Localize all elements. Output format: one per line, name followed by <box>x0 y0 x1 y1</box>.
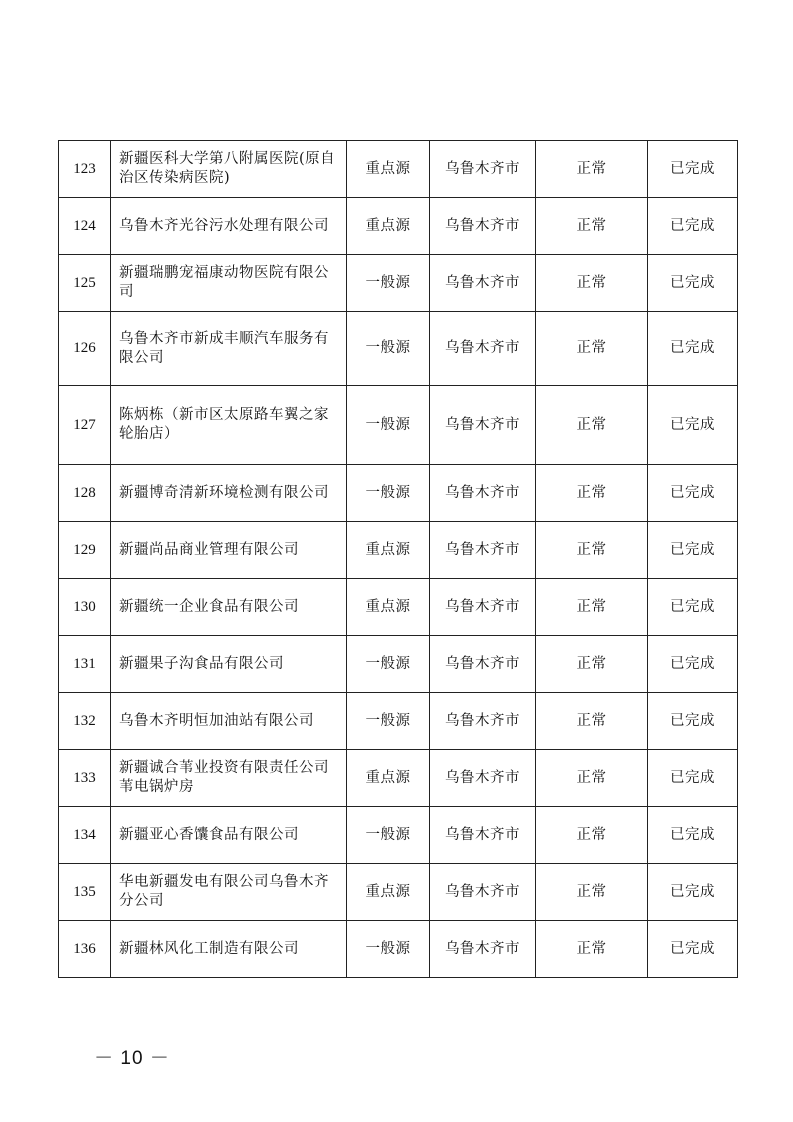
completion: 已完成 <box>648 921 738 978</box>
source-type: 重点源 <box>347 522 430 579</box>
company-name: 新疆亚心香馕食品有限公司 <box>111 807 347 864</box>
page-number: － 10 － <box>94 1048 170 1069</box>
completion: 已完成 <box>648 522 738 579</box>
row-number: 131 <box>59 636 111 693</box>
completion: 已完成 <box>648 198 738 255</box>
completion: 已完成 <box>648 750 738 807</box>
source-type: 重点源 <box>347 141 430 198</box>
table-row <box>59 255 738 312</box>
row-number: 133 <box>59 750 111 807</box>
company-name: 新疆尚品商业管理有限公司 <box>111 522 347 579</box>
source-type: 一般源 <box>347 255 430 312</box>
city: 乌鲁木齐市 <box>430 465 536 522</box>
status: 正常 <box>536 693 648 750</box>
company-name: 华电新疆发电有限公司乌鲁木齐分公司 <box>111 864 347 921</box>
row-number: 134 <box>59 807 111 864</box>
pollution-source-table <box>58 140 738 978</box>
status: 正常 <box>536 386 648 465</box>
source-type: 一般源 <box>347 807 430 864</box>
status: 正常 <box>536 579 648 636</box>
company-name: 乌鲁木齐明恒加油站有限公司 <box>111 693 347 750</box>
status: 正常 <box>536 807 648 864</box>
city: 乌鲁木齐市 <box>430 141 536 198</box>
table-row <box>59 198 738 255</box>
source-type: 重点源 <box>347 750 430 807</box>
row-number: 126 <box>59 312 111 386</box>
source-type: 重点源 <box>347 579 430 636</box>
city: 乌鲁木齐市 <box>430 750 536 807</box>
completion: 已完成 <box>648 141 738 198</box>
row-number: 128 <box>59 465 111 522</box>
table-row <box>59 636 738 693</box>
pollution-source-table-container <box>58 140 737 978</box>
status: 正常 <box>536 465 648 522</box>
status: 正常 <box>536 921 648 978</box>
row-number: 129 <box>59 522 111 579</box>
completion: 已完成 <box>648 255 738 312</box>
completion: 已完成 <box>648 465 738 522</box>
row-number: 124 <box>59 198 111 255</box>
row-number: 125 <box>59 255 111 312</box>
status: 正常 <box>536 750 648 807</box>
source-type: 重点源 <box>347 864 430 921</box>
table-row <box>59 921 738 978</box>
city: 乌鲁木齐市 <box>430 693 536 750</box>
company-name: 乌鲁木齐市新成丰顺汽车服务有限公司 <box>111 312 347 386</box>
source-type: 重点源 <box>347 198 430 255</box>
table-row <box>59 465 738 522</box>
company-name: 陈炳栋（新市区太原路车翼之家轮胎店） <box>111 386 347 465</box>
company-name: 新疆诚合苇业投资有限责任公司苇电锅炉房 <box>111 750 347 807</box>
completion: 已完成 <box>648 579 738 636</box>
company-name: 新疆统一企业食品有限公司 <box>111 579 347 636</box>
row-number: 130 <box>59 579 111 636</box>
completion: 已完成 <box>648 693 738 750</box>
source-type: 一般源 <box>347 636 430 693</box>
completion: 已完成 <box>648 864 738 921</box>
city: 乌鲁木齐市 <box>430 636 536 693</box>
city: 乌鲁木齐市 <box>430 864 536 921</box>
table-row <box>59 312 738 386</box>
city: 乌鲁木齐市 <box>430 921 536 978</box>
table-row <box>59 693 738 750</box>
completion: 已完成 <box>648 636 738 693</box>
row-number: 132 <box>59 693 111 750</box>
status: 正常 <box>536 312 648 386</box>
city: 乌鲁木齐市 <box>430 807 536 864</box>
completion: 已完成 <box>648 312 738 386</box>
status: 正常 <box>536 522 648 579</box>
table-row <box>59 141 738 198</box>
table-row <box>59 750 738 807</box>
company-name: 新疆果子沟食品有限公司 <box>111 636 347 693</box>
city: 乌鲁木齐市 <box>430 386 536 465</box>
city: 乌鲁木齐市 <box>430 579 536 636</box>
status: 正常 <box>536 636 648 693</box>
table-row <box>59 864 738 921</box>
table-row <box>59 579 738 636</box>
table-row <box>59 807 738 864</box>
completion: 已完成 <box>648 386 738 465</box>
company-name: 新疆医科大学第八附属医院(原自治区传染病医院) <box>111 141 347 198</box>
row-number: 123 <box>59 141 111 198</box>
source-type: 一般源 <box>347 921 430 978</box>
status: 正常 <box>536 198 648 255</box>
status: 正常 <box>536 864 648 921</box>
source-type: 一般源 <box>347 386 430 465</box>
row-number: 135 <box>59 864 111 921</box>
city: 乌鲁木齐市 <box>430 312 536 386</box>
source-type: 一般源 <box>347 465 430 522</box>
company-name: 新疆博奇清新环境检测有限公司 <box>111 465 347 522</box>
city: 乌鲁木齐市 <box>430 198 536 255</box>
status: 正常 <box>536 255 648 312</box>
company-name: 新疆林风化工制造有限公司 <box>111 921 347 978</box>
row-number: 136 <box>59 921 111 978</box>
row-number: 127 <box>59 386 111 465</box>
source-type: 一般源 <box>347 312 430 386</box>
status: 正常 <box>536 141 648 198</box>
table-row <box>59 522 738 579</box>
city: 乌鲁木齐市 <box>430 522 536 579</box>
company-name: 乌鲁木齐光谷污水处理有限公司 <box>111 198 347 255</box>
completion: 已完成 <box>648 807 738 864</box>
table-row <box>59 386 738 465</box>
company-name: 新疆瑞鹏宠福康动物医院有限公司 <box>111 255 347 312</box>
city: 乌鲁木齐市 <box>430 255 536 312</box>
source-type: 一般源 <box>347 693 430 750</box>
